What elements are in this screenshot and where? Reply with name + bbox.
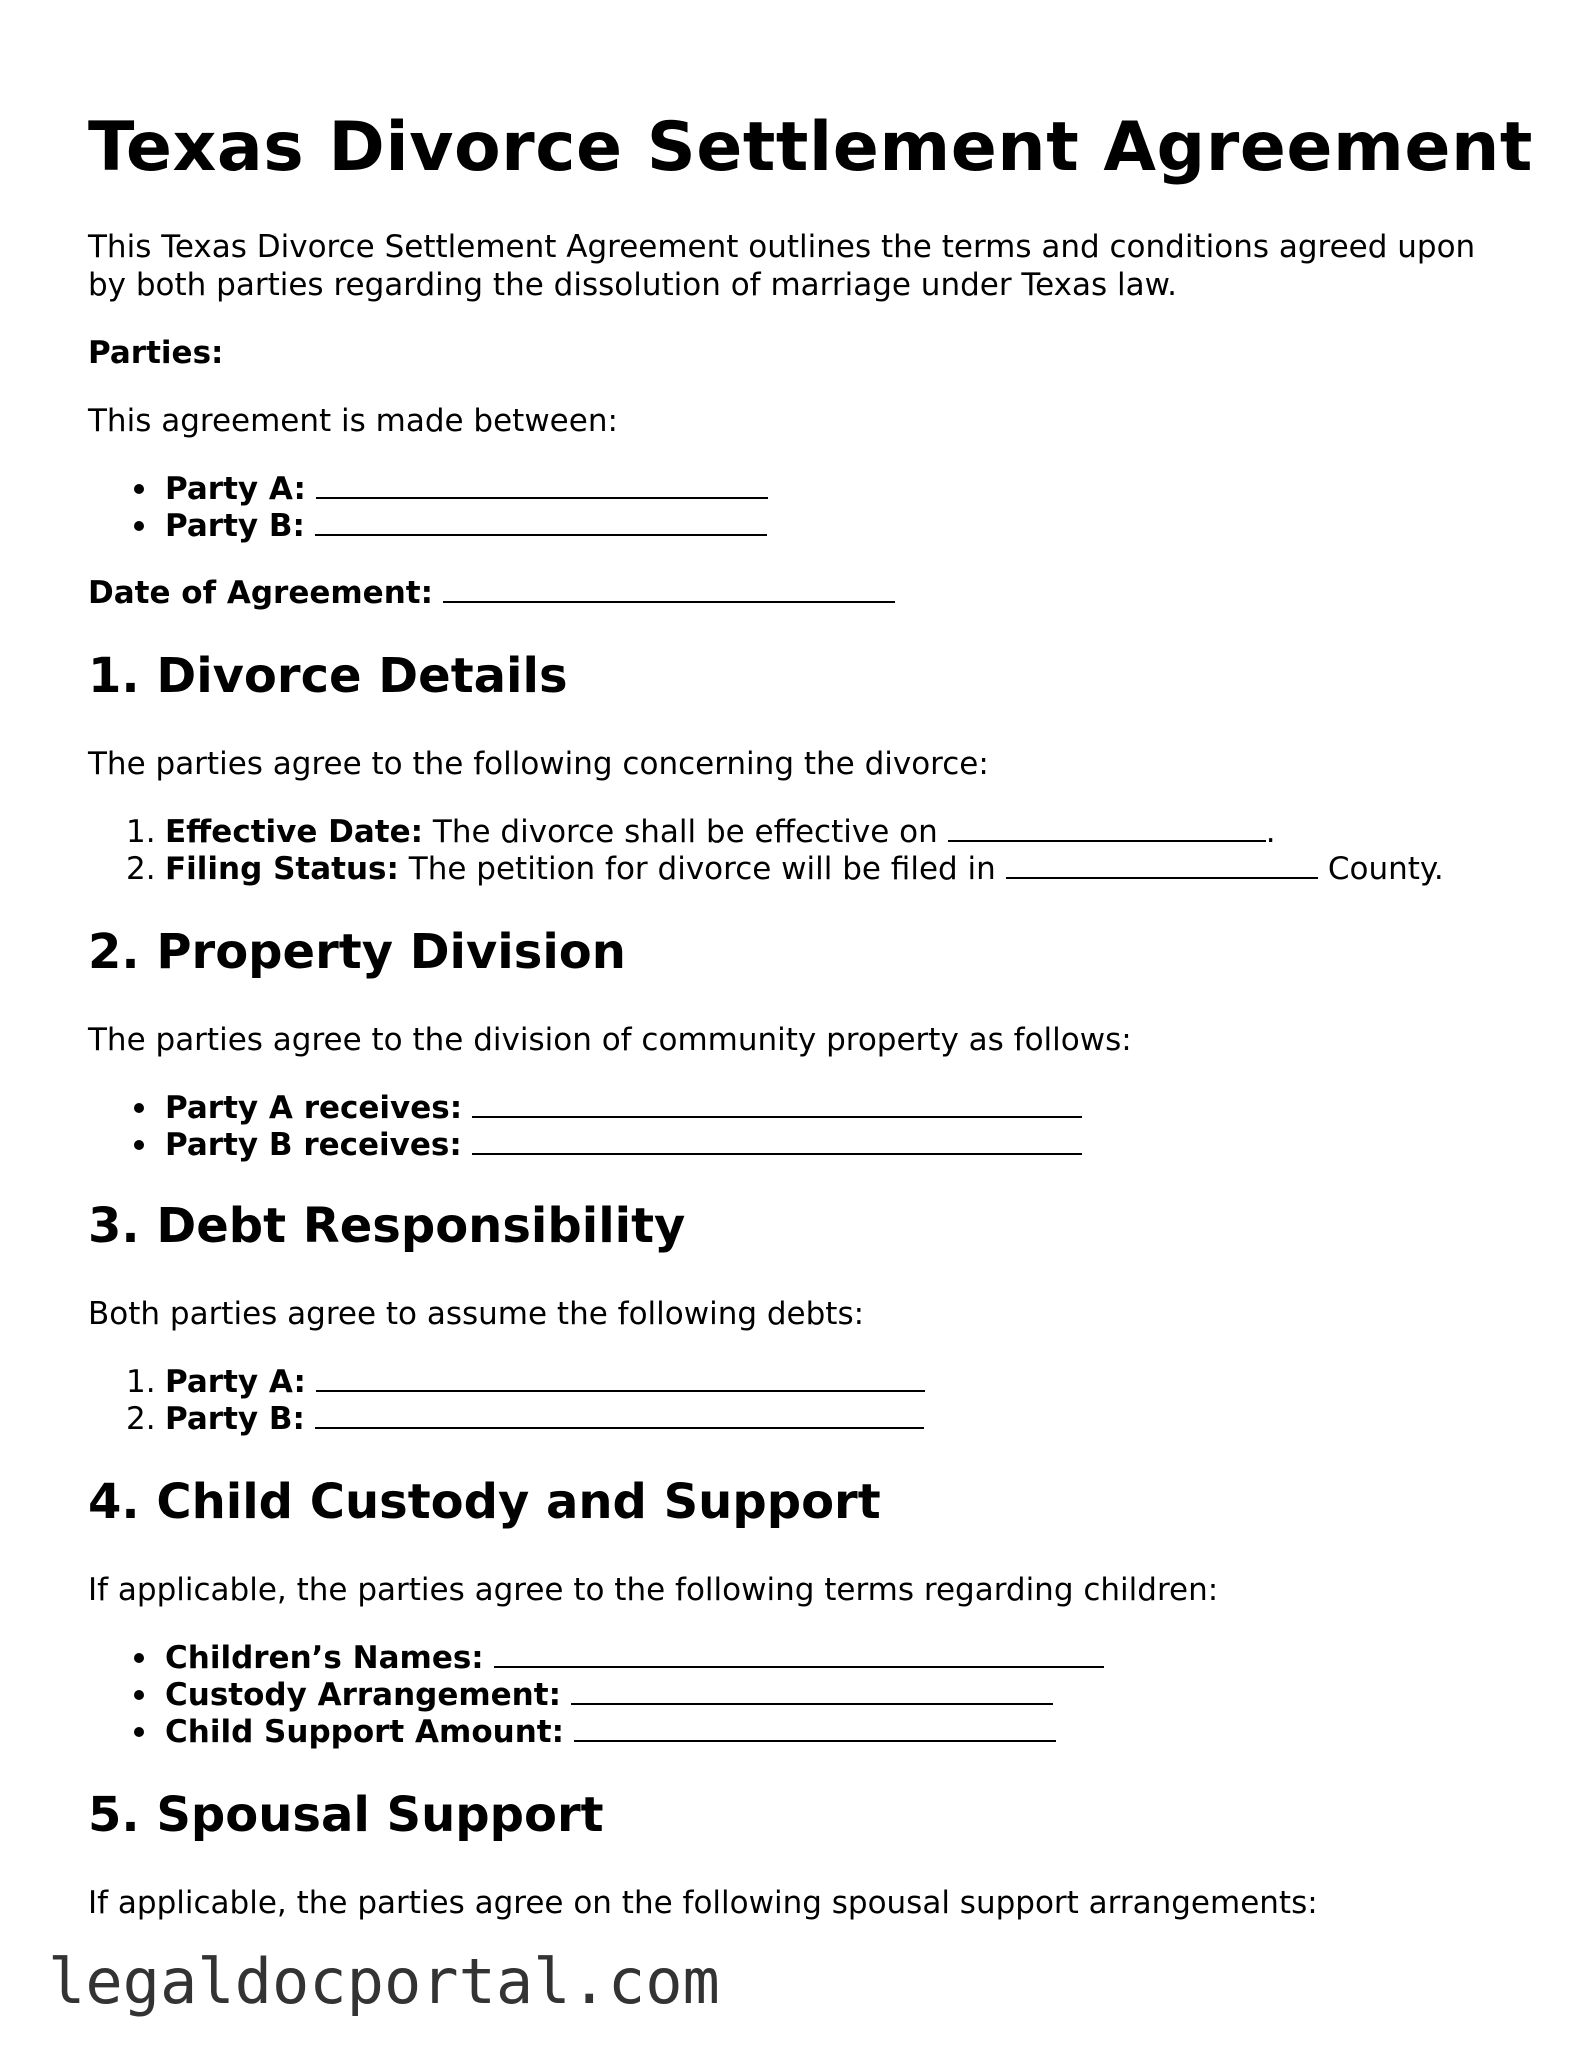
document-title: Texas Divorce Settlement Agreement — [88, 108, 1533, 187]
bullet — [134, 1690, 144, 1700]
debt-party-b-blank[interactable] — [315, 1401, 924, 1429]
child-support-amount-blank[interactable] — [574, 1714, 1056, 1742]
watermark: legaldocportal.com — [48, 1945, 720, 2018]
children-names-line: Children’s Names: — [165, 1639, 1104, 1677]
filing-status-item: Filing Status: The petition for divorce will be filed in County. — [165, 851, 1444, 887]
date-of-agreement-blank[interactable] — [443, 575, 895, 603]
list-number: 1. — [126, 1364, 156, 1400]
effective-date-item: Effective Date: The divorce shall be effective on . — [165, 814, 1276, 850]
section-2-heading: 2. Property Division — [88, 924, 626, 980]
debt-party-a-blank[interactable] — [316, 1364, 925, 1392]
list-number: 2. — [126, 851, 156, 887]
custody-arrangement-line: Custody Arrangement: — [165, 1676, 1053, 1714]
parties-lead: This agreement is made between: — [88, 403, 618, 439]
section-4-heading: 4. Child Custody and Support — [88, 1474, 881, 1530]
effective-date-blank[interactable] — [948, 814, 1266, 842]
child-support-amount-line: Child Support Amount: — [165, 1713, 1056, 1751]
debt-party-a-line: Party A: — [165, 1363, 925, 1401]
intro-line-1: This Texas Divorce Settlement Agreement outlines the terms and conditions agreed upon — [88, 229, 1476, 265]
party-b-receives-blank[interactable] — [472, 1127, 1082, 1155]
intro-line-2: by both parties regarding the dissolution of marriage under Texas law. — [88, 267, 1177, 303]
bullet — [134, 1140, 144, 1150]
children-names-blank[interactable] — [494, 1640, 1104, 1668]
parties-heading: Parties: — [88, 335, 224, 371]
custody-arrangement-blank[interactable] — [571, 1677, 1053, 1705]
section-2-lead: The parties agree to the division of community property as follows: — [88, 1022, 1132, 1058]
bullet — [134, 1653, 144, 1663]
section-1-lead: The parties agree to the following concerning the divorce: — [88, 746, 989, 782]
date-of-agreement-line: Date of Agreement: — [88, 574, 895, 612]
county-blank[interactable] — [1006, 851, 1318, 879]
party-b-line: Party B: — [165, 507, 767, 545]
list-number: 2. — [126, 1401, 156, 1437]
party-a-blank[interactable] — [316, 471, 768, 499]
party-a-receives-blank[interactable] — [472, 1090, 1082, 1118]
bullet — [134, 1727, 144, 1737]
section-5-heading: 5. Spousal Support — [88, 1787, 604, 1843]
debt-party-b-line: Party B: — [165, 1400, 924, 1438]
party-a-line: Party A: — [165, 470, 768, 508]
section-4-lead: If applicable, the parties agree to the following terms regarding children: — [88, 1572, 1219, 1608]
bullet — [134, 521, 144, 531]
section-1-heading: 1. Divorce Details — [88, 648, 568, 704]
party-b-blank[interactable] — [315, 508, 767, 536]
section-3-lead: Both parties agree to assume the following debts: — [88, 1296, 865, 1332]
bullet — [134, 484, 144, 494]
section-5-lead: If applicable, the parties agree on the following spousal support arrangements: — [88, 1885, 1318, 1921]
section-3-heading: 3. Debt Responsibility — [88, 1198, 686, 1254]
party-a-receives-line: Party A receives: — [165, 1089, 1082, 1127]
bullet — [134, 1103, 144, 1113]
party-b-receives-line: Party B receives: — [165, 1126, 1082, 1164]
list-number: 1. — [126, 814, 156, 850]
